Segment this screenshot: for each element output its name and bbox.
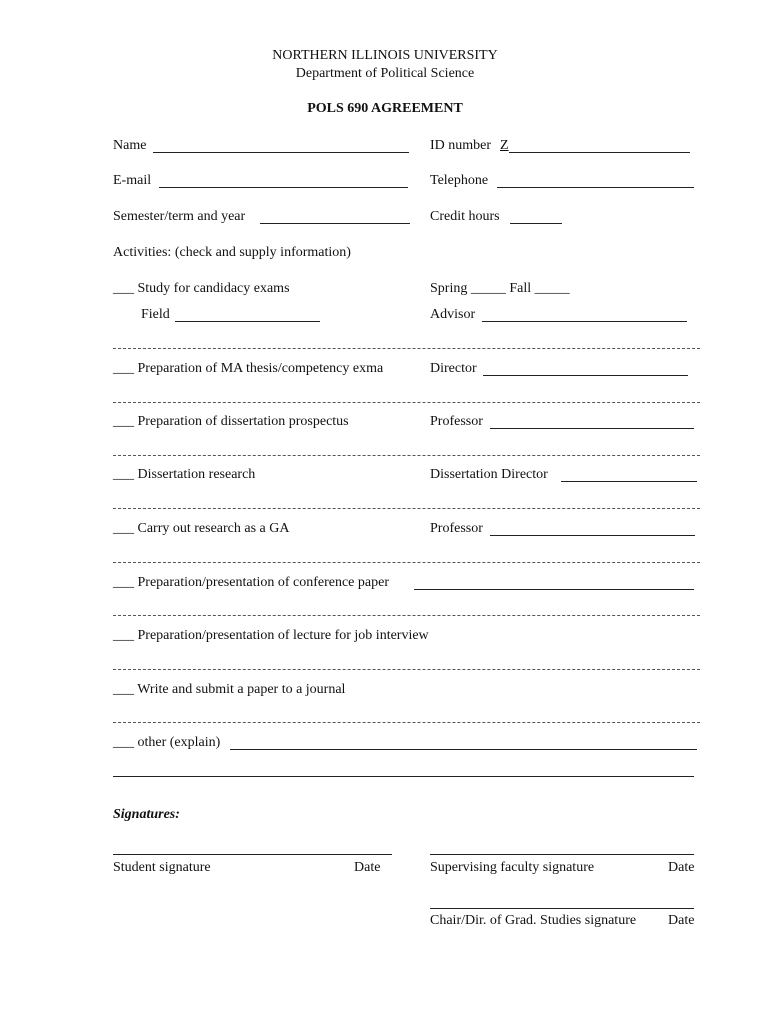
id-number-field[interactable] <box>509 152 690 153</box>
divider <box>113 455 700 456</box>
id-prefix: Z <box>500 138 509 153</box>
advisor-label: Advisor <box>430 307 476 322</box>
professor-label: Professor <box>430 414 483 429</box>
chair-signature-label: Chair/Dir. of Grad. Studies signature <box>430 913 637 928</box>
divider <box>113 348 700 349</box>
name-field[interactable] <box>153 152 409 153</box>
spring-fall-field[interactable]: Spring _____ Fall _____ <box>430 281 570 296</box>
activity-conference-paper[interactable]: ___ Preparation/presentation of conference paper <box>113 575 389 590</box>
credit-hours-label: Credit hours <box>430 209 500 224</box>
activities-heading: Activities: (check and supply information) <box>113 245 351 260</box>
activity-journal-paper[interactable]: ___ Write and submit a paper to a journal <box>113 682 346 697</box>
signatures-heading: Signatures: <box>113 807 180 822</box>
field-input[interactable] <box>175 321 320 322</box>
faculty-signature-label: Supervising faculty signature <box>430 860 595 875</box>
professor-input-2[interactable] <box>490 535 695 536</box>
student-date-label: Date <box>354 860 381 875</box>
divider <box>113 508 700 509</box>
divider <box>113 615 700 616</box>
activity-ga-research[interactable]: ___ Carry out research as a GA <box>113 521 290 536</box>
dissertation-director-input[interactable] <box>561 481 697 482</box>
telephone-label: Telephone <box>430 173 489 188</box>
form-title: POLS 690 AGREEMENT <box>307 101 463 116</box>
divider <box>113 402 700 403</box>
professor-label-2: Professor <box>430 521 483 536</box>
university-name: NORTHERN ILLINOIS UNIVERSITY <box>272 48 498 63</box>
other-explain-line-2[interactable] <box>113 776 694 777</box>
faculty-date-label: Date <box>668 860 695 875</box>
chair-date-label: Date <box>668 913 695 928</box>
director-input[interactable] <box>483 375 688 376</box>
divider <box>113 562 700 563</box>
field-label: Field <box>141 307 170 322</box>
activity-other[interactable]: ___ other (explain) <box>113 735 221 750</box>
director-label: Director <box>430 361 477 376</box>
professor-input[interactable] <box>490 428 694 429</box>
semester-field[interactable] <box>260 223 410 224</box>
dissertation-director-label: Dissertation Director <box>430 467 548 482</box>
activity-prospectus[interactable]: ___ Preparation of dissertation prospectus <box>113 414 349 429</box>
chair-signature-line[interactable] <box>430 908 694 909</box>
telephone-field[interactable] <box>497 187 694 188</box>
id-number-label: ID number <box>430 138 492 153</box>
credit-hours-field[interactable] <box>510 223 562 224</box>
email-field[interactable] <box>159 187 408 188</box>
email-label: E-mail <box>113 173 152 188</box>
activity-ma-thesis[interactable]: ___ Preparation of MA thesis/competency exma <box>113 361 384 376</box>
conference-paper-input[interactable] <box>414 589 694 590</box>
department-name: Department of Political Science <box>295 66 475 81</box>
other-explain-input[interactable] <box>230 749 697 750</box>
semester-label: Semester/term and year <box>113 209 246 224</box>
student-signature-label: Student signature <box>113 860 211 875</box>
faculty-signature-line[interactable] <box>430 854 694 855</box>
activity-job-lecture[interactable]: ___ Preparation/presentation of lecture for job interview <box>113 628 429 643</box>
activity-dissertation-research[interactable]: ___ Dissertation research <box>113 467 256 482</box>
advisor-input[interactable] <box>482 321 687 322</box>
student-signature-line[interactable] <box>113 854 392 855</box>
activity-candidacy-exams[interactable]: ___ Study for candidacy exams <box>113 281 290 296</box>
divider <box>113 669 700 670</box>
divider <box>113 722 700 723</box>
name-label: Name <box>113 138 147 153</box>
